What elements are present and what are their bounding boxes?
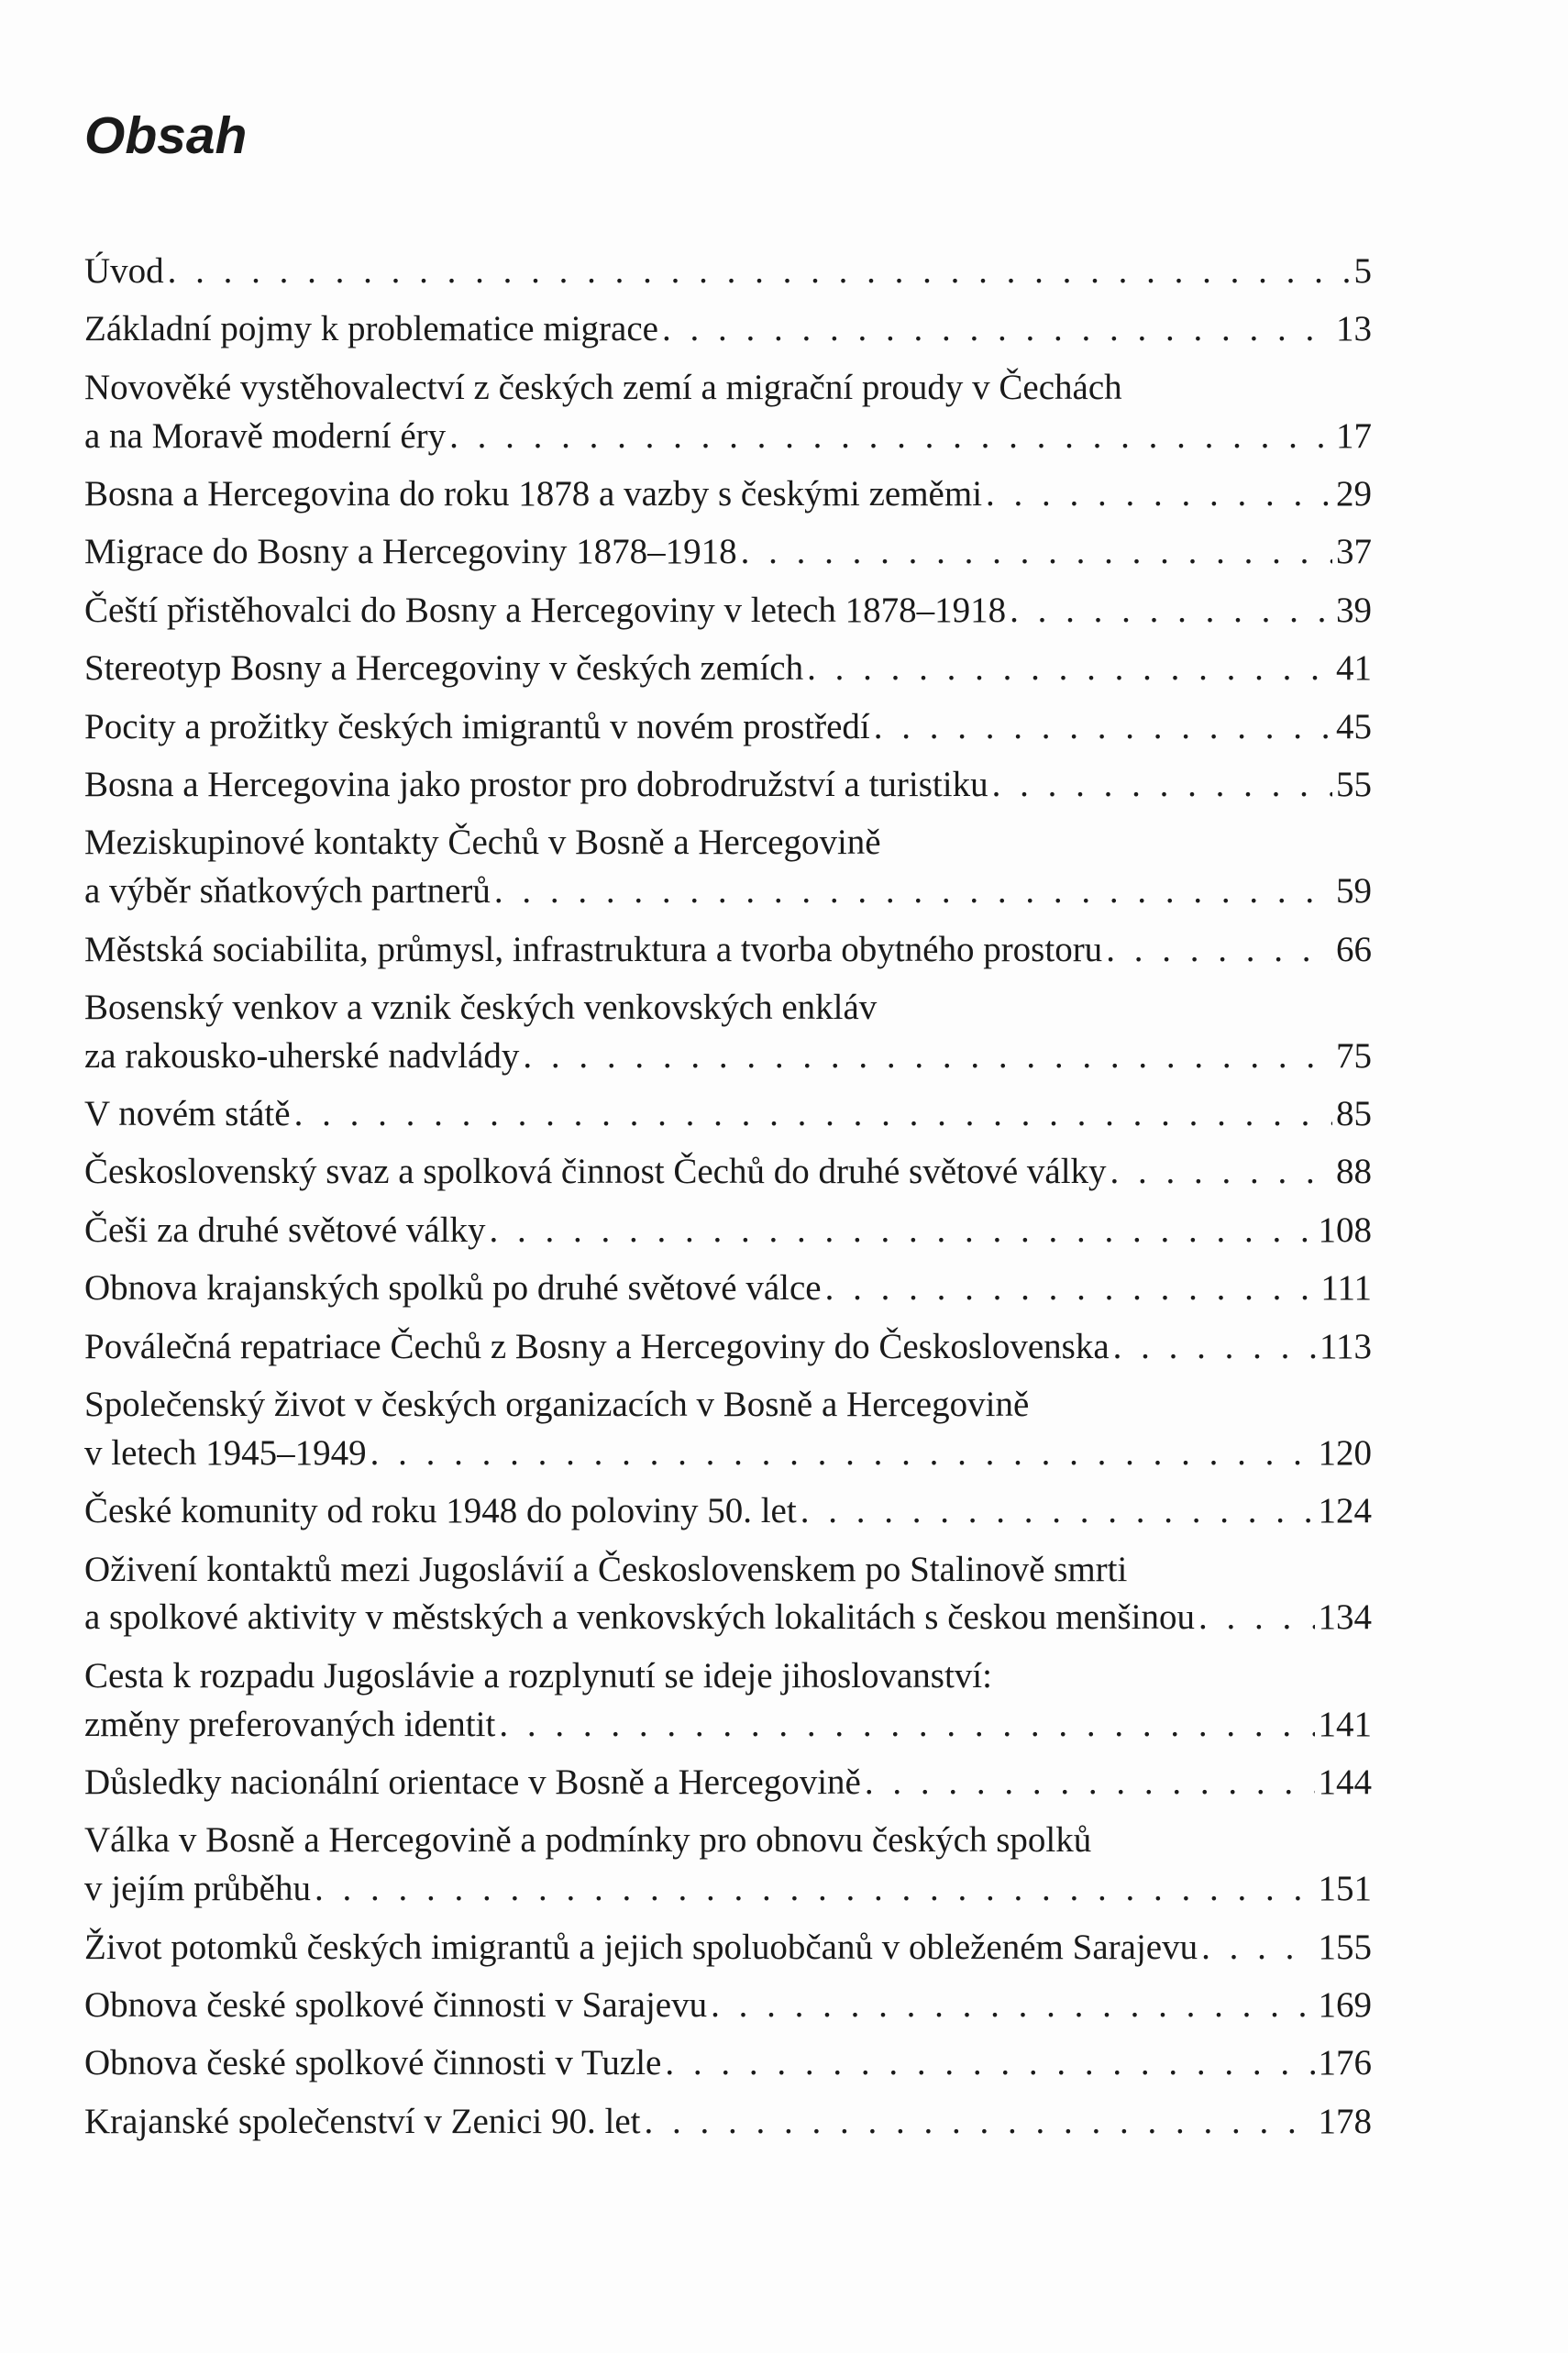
dot-leader [1106, 926, 1332, 975]
toc-entry-title: a na Moravě moderní éry [84, 415, 447, 456]
toc-entry-title: Migrace do Bosny a Hercegoviny 1878–1918 [84, 532, 737, 572]
toc-entry [84, 1381, 1372, 1478]
toc-entry-title: v letech 1945–1949 [84, 1432, 367, 1473]
toc-entry-last-line [84, 645, 1372, 693]
toc-entry-title: za rakousko-uherské nadvlády [84, 1035, 520, 1076]
table-of-contents [84, 248, 1372, 2156]
dot-leader [992, 761, 1332, 810]
toc-entry-page-number: 141 [1318, 1704, 1372, 1744]
toc-entry-title-line: Novověké vystěhovalectví z českých zemí a migrační proudy v Čechách [84, 367, 1122, 407]
toc-entry-last-line [84, 1865, 1372, 1914]
dot-leader [315, 1865, 1315, 1914]
toc-entry [84, 1090, 1372, 1139]
dot-leader [490, 1207, 1315, 1255]
toc-entry [84, 703, 1372, 752]
toc-entry-title: Základní pojmy k problematice migrace [84, 309, 658, 349]
toc-entry-page-number: 178 [1318, 2101, 1372, 2141]
toc-entry-page-number: 75 [1336, 1035, 1372, 1076]
toc-entry-title-line: Společenský život v českých organizacích v Bosně a Hercegovině [84, 1385, 1030, 1425]
toc-entry-title: V novém státě [84, 1094, 291, 1134]
dot-leader [1010, 587, 1332, 635]
dot-leader [825, 1265, 1318, 1313]
toc-entry [84, 1759, 1372, 1807]
dot-leader [711, 1982, 1314, 2030]
dot-leader [665, 2039, 1314, 2088]
dot-leader [1110, 1148, 1332, 1197]
toc-entry-page-number: 85 [1336, 1094, 1372, 1134]
toc-entry-title: Poválečná repatriace Čechů z Bosny a Hercegoviny do Československa [84, 1326, 1110, 1366]
dot-leader [449, 413, 1332, 461]
toc-entry-page-number: 5 [1353, 251, 1372, 291]
toc-entry-title: Bosna a Hercegovina do roku 1878 a vazby s českými zeměmi [84, 473, 983, 514]
dot-leader [874, 703, 1332, 752]
toc-entry-page-number: 39 [1336, 590, 1372, 630]
toc-entry-title: Život potomků českých imigrantů a jejich spoluobčanů v obleženém Sarajevu [84, 1927, 1198, 1967]
toc-entry-page-number: 13 [1336, 309, 1372, 349]
toc-entry [84, 470, 1372, 519]
toc-entry-last-line [84, 703, 1372, 752]
toc-entry-page-number: 151 [1318, 1869, 1372, 1909]
toc-entry [84, 1265, 1372, 1313]
toc-entry-title: Bosna a Hercegovina jako prostor pro dobrodružství a turistiku [84, 764, 988, 804]
toc-entry-title: a spolkové aktivity v městských a venkovských lokalitách s českou menšinou [84, 1597, 1195, 1638]
toc-entry-title-line: Meziskupinové kontakty Čechů v Bosně a Hercegovině [84, 823, 881, 863]
toc-entry [84, 2039, 1372, 2088]
toc-entry [84, 1487, 1372, 1536]
dot-leader [1201, 1924, 1314, 1972]
toc-entry [84, 1982, 1372, 2030]
toc-entry-last-line [84, 1982, 1372, 2030]
toc-entry-title: v jejím průběhu [84, 1869, 311, 1909]
toc-entry-page-number: 37 [1336, 532, 1372, 572]
toc-entry-last-line [84, 1487, 1372, 1536]
dot-leader [1198, 1594, 1315, 1642]
toc-entry-title: Obnova krajanských spolků po druhé světové válce [84, 1268, 822, 1309]
toc-entry-page-number: 45 [1336, 706, 1372, 746]
toc-entry-title: Stereotyp Bosny a Hercegoviny v českých zemích [84, 648, 804, 689]
toc-entry-title: Krajanské společenství v Zenici 90. let [84, 2101, 641, 2141]
toc-entry-page-number: 155 [1318, 1927, 1372, 1967]
toc-entry-last-line [84, 1033, 1372, 1081]
dot-leader [807, 645, 1332, 693]
toc-entry-title: Důsledky nacionální orientace v Bosně a Hercegovině [84, 1762, 861, 1802]
toc-entry-page-number: 17 [1336, 415, 1372, 456]
toc-entry-page-number: 113 [1319, 1326, 1372, 1366]
toc-entry [84, 1817, 1372, 1914]
dot-leader [801, 1487, 1315, 1536]
toc-entry-last-line [84, 1265, 1372, 1313]
toc-entry [84, 1652, 1372, 1750]
toc-entry [84, 587, 1372, 635]
toc-entry-last-line [84, 867, 1372, 916]
toc-entry-last-line [84, 528, 1372, 577]
toc-entry-last-line [84, 1323, 1372, 1372]
toc-entry-title: a výběr sňatkových partnerů [84, 871, 491, 911]
dot-leader [644, 2098, 1314, 2147]
toc-entry-last-line [84, 470, 1372, 519]
toc-entry-page-number: 134 [1318, 1597, 1372, 1638]
toc-entry-last-line [84, 305, 1372, 354]
dot-leader [294, 1090, 1332, 1139]
toc-entry [84, 305, 1372, 354]
toc-entry-page-number: 124 [1318, 1491, 1372, 1531]
dot-leader [662, 305, 1332, 354]
toc-entry [84, 1323, 1372, 1372]
toc-entry [84, 819, 1372, 916]
toc-entry-title: Češi za druhé světové války [84, 1210, 486, 1250]
toc-entry-title-line: Oživení kontaktů mezi Jugoslávií a Československem po Stalinově smrti [84, 1549, 1128, 1589]
toc-entry-last-line [84, 413, 1372, 461]
toc-entry-last-line [84, 2098, 1372, 2147]
toc-entry-page-number: 111 [1320, 1268, 1372, 1309]
toc-entry-title: České komunity od roku 1948 do poloviny 50. let [84, 1491, 797, 1531]
dot-leader [499, 1701, 1314, 1750]
toc-entry [84, 645, 1372, 693]
toc-entry-last-line [84, 1090, 1372, 1139]
dot-leader [168, 248, 1351, 296]
toc-entry-last-line [84, 1924, 1372, 1972]
toc-entry [84, 528, 1372, 577]
toc-entry-page-number: 29 [1336, 473, 1372, 514]
toc-entry-title-line: Válka v Bosně a Hercegovině a podmínky pro obnovu českých spolků [84, 1820, 1092, 1861]
dot-leader [986, 470, 1332, 519]
toc-entry-title: Československý svaz a spolková činnost Čechů do druhé světové války [84, 1152, 1107, 1192]
toc-entry [84, 926, 1372, 975]
toc-entry-page-number: 144 [1318, 1762, 1372, 1802]
toc-entry-page-number: 169 [1318, 1984, 1372, 2025]
toc-entry-last-line [84, 587, 1372, 635]
dot-leader [494, 867, 1332, 916]
toc-entry-page-number: 41 [1336, 648, 1372, 689]
dot-leader [1113, 1323, 1316, 1372]
toc-entry-title: Obnova české spolkové činnosti v Sarajevu [84, 1984, 708, 2025]
toc-entry-last-line [84, 1430, 1372, 1478]
toc-entry-title: Obnova české spolkové činnosti v Tuzle [84, 2043, 662, 2083]
toc-entry-title-line: Bosenský venkov a vznik českých venkovských enkláv [84, 987, 878, 1027]
toc-entry [84, 248, 1372, 296]
toc-entry-last-line [84, 1207, 1372, 1255]
toc-entry-page-number: 108 [1318, 1210, 1372, 1250]
toc-entry-last-line [84, 761, 1372, 810]
toc-entry-title: Čeští přistěhovalci do Bosny a Hercegoviny v letech 1878–1918 [84, 590, 1007, 630]
dot-leader [523, 1033, 1332, 1081]
toc-entry [84, 1148, 1372, 1197]
dot-leader [370, 1430, 1315, 1478]
toc-entry-page-number: 120 [1318, 1432, 1372, 1473]
toc-entry [84, 984, 1372, 1081]
toc-entry-title: změny preferovaných identit [84, 1704, 496, 1744]
toc-entry-page-number: 176 [1318, 2043, 1372, 2083]
toc-entry [84, 761, 1372, 810]
toc-entry [84, 1207, 1372, 1255]
toc-entry-last-line [84, 1701, 1372, 1750]
dot-leader [865, 1759, 1315, 1807]
toc-entry-last-line [84, 1148, 1372, 1197]
toc-entry-last-line [84, 248, 1372, 296]
toc-entry-page-number: 55 [1336, 764, 1372, 804]
toc-entry-last-line [84, 2039, 1372, 2088]
toc-entry [84, 1924, 1372, 1972]
toc-entry-page-number: 59 [1336, 871, 1372, 911]
toc-entry-title: Městská sociabilita, průmysl, infrastruktura a tvorba obytného prostoru [84, 929, 1103, 969]
toc-entry [84, 364, 1372, 461]
toc-entry-title: Úvod [84, 251, 164, 291]
toc-entry [84, 1546, 1372, 1643]
toc-entry-last-line [84, 1759, 1372, 1807]
toc-entry-last-line [84, 926, 1372, 975]
page-title: Obsah [84, 106, 248, 165]
dot-leader [741, 528, 1332, 577]
toc-entry [84, 2098, 1372, 2147]
toc-entry-page-number: 88 [1336, 1152, 1372, 1192]
toc-entry-page-number: 66 [1336, 929, 1372, 969]
toc-entry-last-line [84, 1594, 1372, 1642]
toc-entry-title: Pocity a prožitky českých imigrantů v novém prostředí [84, 706, 870, 746]
toc-entry-title-line: Cesta k rozpadu Jugoslávie a rozplynutí se ideje jihoslovanství: [84, 1655, 992, 1696]
